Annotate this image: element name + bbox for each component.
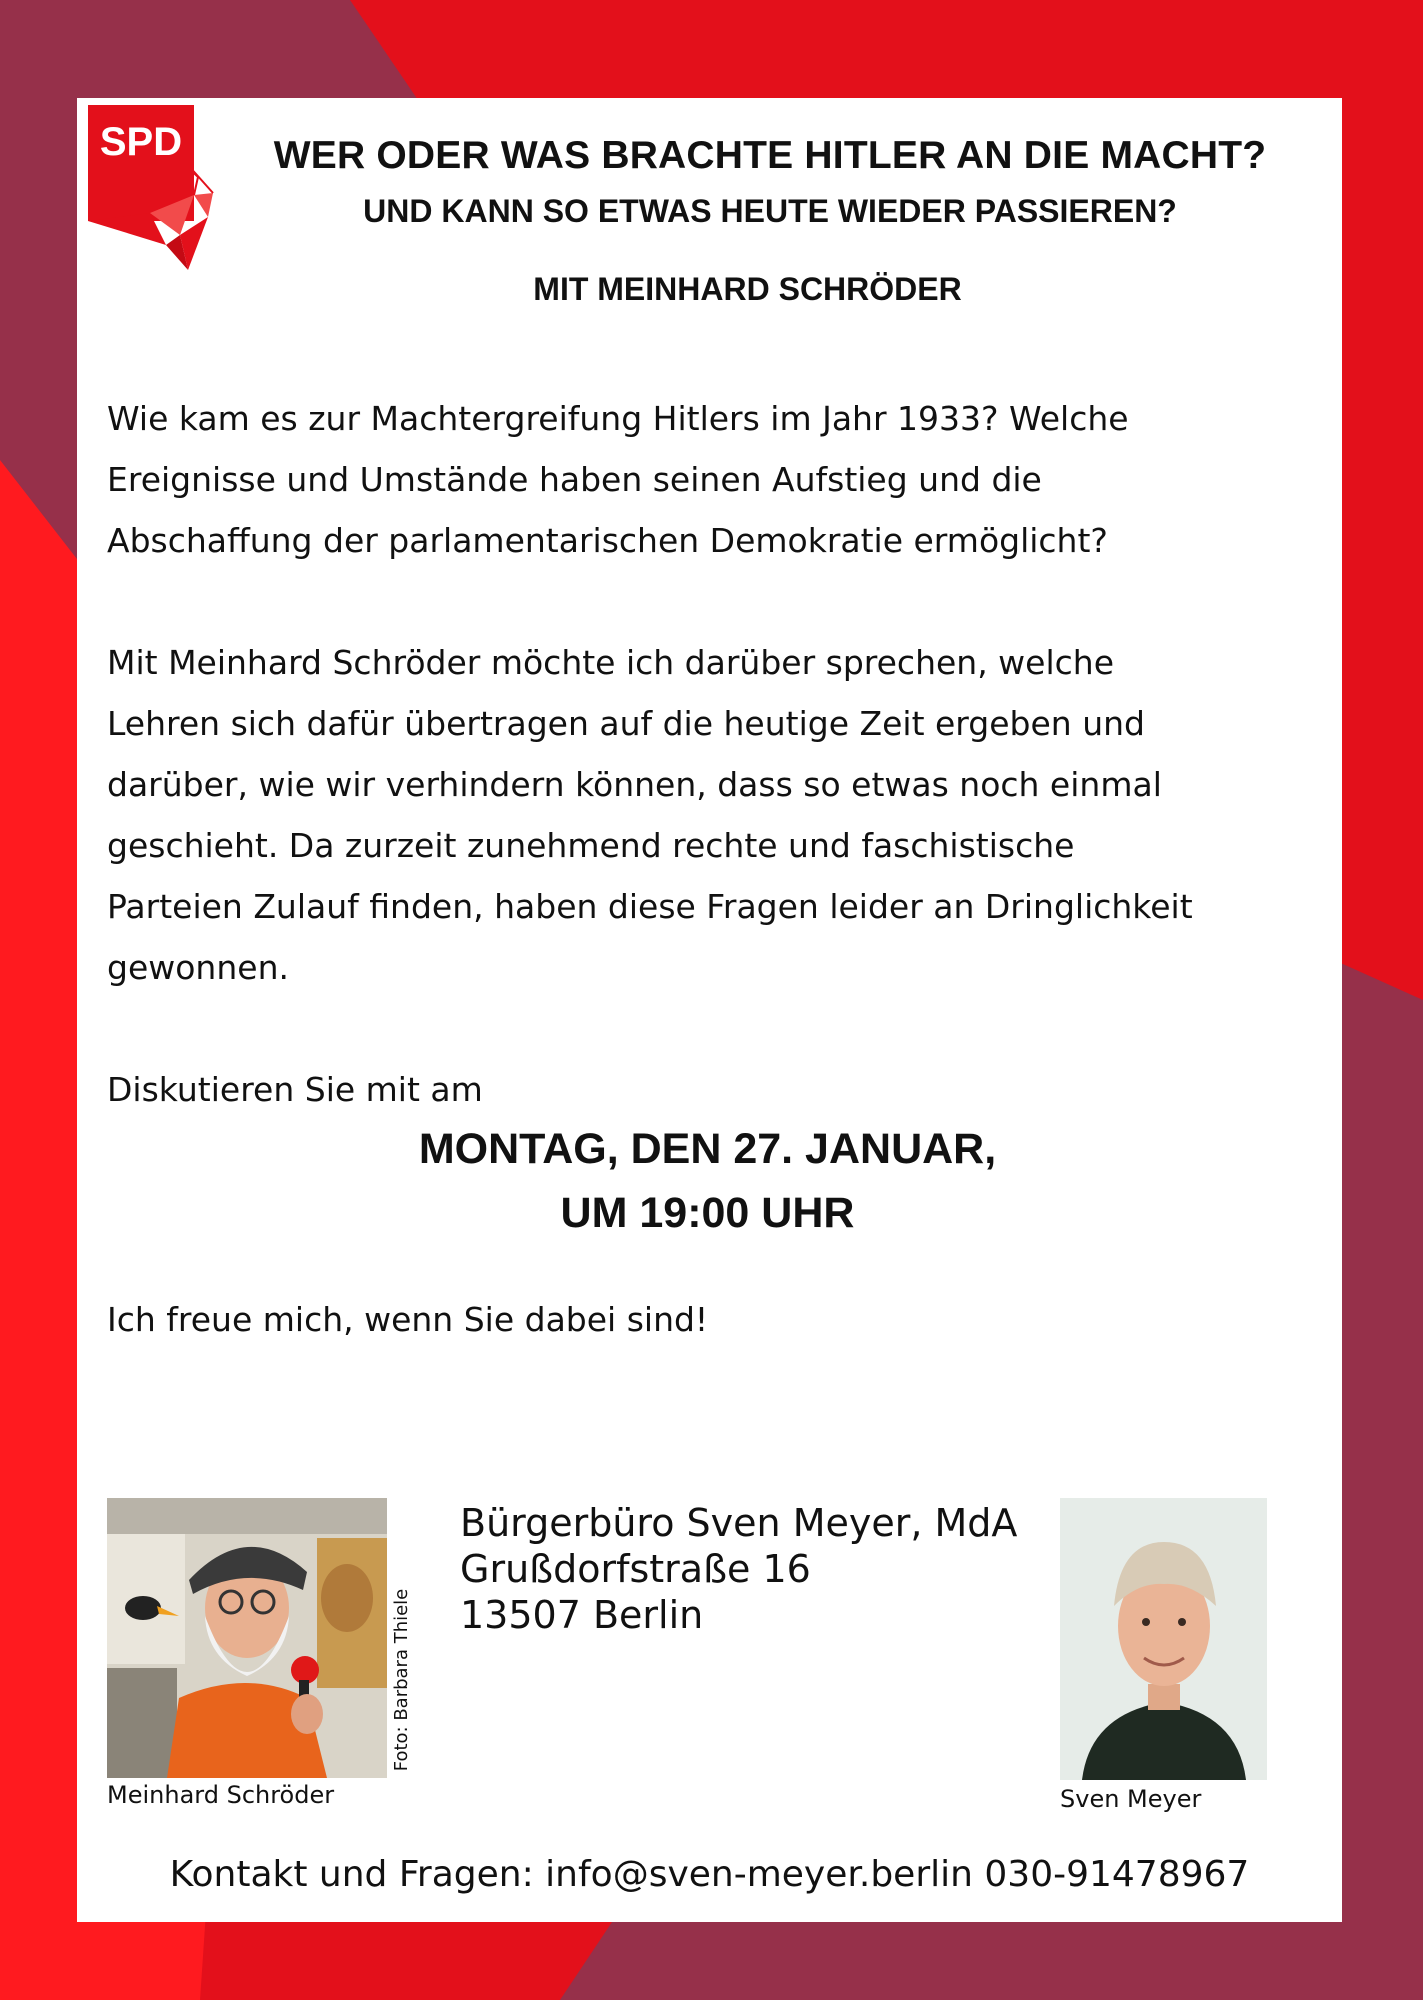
guest-caption: Meinhard Schröder: [107, 1781, 335, 1809]
closing-text: Ich freue mich, wenn Sie dabei sind!: [107, 1300, 709, 1339]
text-line: Parteien Zulauf finden, haben diese Fragen leider an Dringlichkeit: [107, 887, 1193, 926]
text-line: Mit Meinhard Schröder möchte ich darüber sprechen, welche: [107, 643, 1114, 682]
text-line: darüber, wie wir verhindern können, dass so etwas noch einmal: [107, 765, 1162, 804]
event-time: UM 19:00 UHR: [560, 1189, 855, 1237]
text-line: Ereignisse und Umstände haben seinen Aufstieg und die: [107, 460, 1042, 499]
event-date: MONTAG, DEN 27. JANUAR,: [418, 1125, 997, 1173]
text-line: Lehren sich dafür übertragen auf die heutige Zeit ergeben und: [107, 704, 1145, 743]
host-caption: Sven Meyer: [1060, 1785, 1202, 1813]
office-address: [460, 1500, 1017, 1638]
spd-logo-text: SPD: [99, 120, 183, 164]
invite-text: Diskutieren Sie mit am: [107, 1070, 483, 1109]
intro-paragraph: [107, 388, 1332, 571]
text-line: Abschaffung der parlamentarischen Demokratie ermöglicht?: [107, 521, 1108, 560]
spd-logo: [88, 105, 218, 270]
event-subtitle: UND KANN SO ETWAS HEUTE WIEDER PASSIEREN?: [363, 193, 1177, 229]
text-line: Wie kam es zur Machtergreifung Hitlers im Jahr 1933? Welche: [107, 399, 1129, 438]
address-line: 13507 Berlin: [460, 1593, 704, 1637]
contact-line: Kontakt und Fragen: info@sven-meyer.berlin 030-91478967: [169, 1854, 1250, 1895]
text-line: geschieht. Da zurzeit zunehmend rechte und faschistische: [107, 826, 1075, 865]
address-line: Bürgerbüro Sven Meyer, MdA: [460, 1501, 1018, 1545]
event-guest: MIT MEINHARD SCHRÖDER: [533, 271, 962, 307]
meinhard-schroeder-photo: [107, 1498, 387, 1778]
photo-credit: Foto: Barbara Thiele: [391, 1588, 412, 1772]
text-line: gewonnen.: [107, 948, 289, 987]
address-line: Grußdorfstraße 16: [460, 1547, 811, 1591]
event-title: WER ODER WAS BRACHTE HITLER AN DIE MACHT?: [273, 134, 1267, 177]
discussion-paragraph: [107, 632, 1332, 998]
sven-meyer-photo: [1060, 1498, 1267, 1780]
